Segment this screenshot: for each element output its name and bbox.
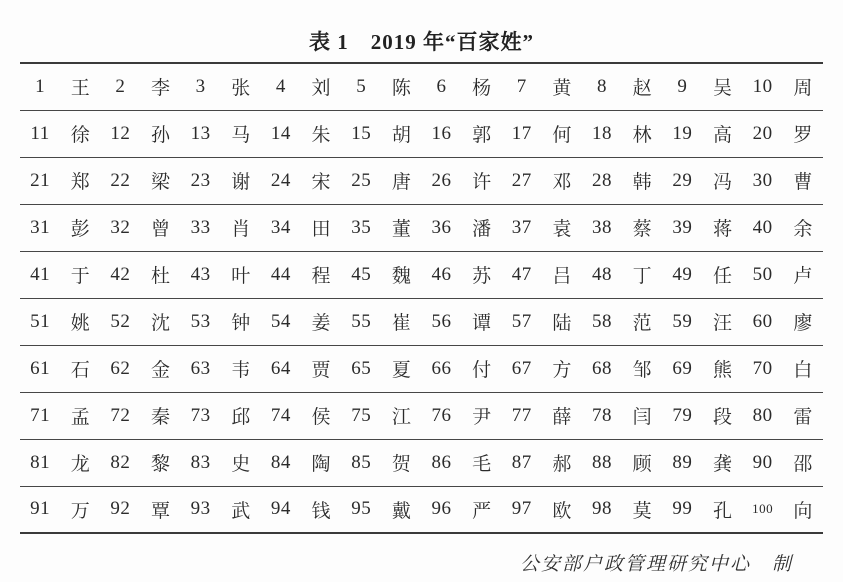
rank-cell: 92	[100, 486, 140, 533]
rank-cell: 45	[341, 251, 381, 298]
table-title: 表 1 2019 年“百家姓”	[309, 30, 534, 54]
rank-cell: 72	[100, 392, 140, 439]
surname-cell: 莫	[622, 486, 662, 533]
surnames-table-body	[20, 63, 823, 533]
rank-cell: 87	[502, 439, 542, 486]
surname-cell: 袁	[542, 204, 582, 251]
surname-cell: 于	[60, 251, 100, 298]
rank-cell: 78	[582, 392, 622, 439]
rank-cell: 35	[341, 204, 381, 251]
table-row	[20, 486, 823, 533]
rank-cell: 37	[502, 204, 542, 251]
rank-cell: 41	[20, 251, 60, 298]
rank-cell: 19	[662, 110, 702, 157]
surname-cell: 陶	[301, 439, 341, 486]
rank-cell: 17	[502, 110, 542, 157]
rank-cell: 26	[421, 157, 461, 204]
rank-cell: 74	[261, 392, 301, 439]
surname-cell: 王	[70, 78, 90, 100]
surname-cell: 侯	[301, 392, 341, 439]
surname-cell: 范	[622, 298, 662, 345]
surname-cell: 张	[231, 78, 251, 100]
rank-cell: 38	[582, 204, 622, 251]
surname-cell: 叶	[221, 251, 261, 298]
surname-cell: 胡	[381, 110, 421, 157]
rank-cell: 43	[181, 251, 221, 298]
rank-cell: 84	[261, 439, 301, 486]
rank-cell: 28	[582, 157, 622, 204]
surname-cell: 覃	[140, 486, 180, 533]
surname-cell: 吕	[542, 251, 582, 298]
rank-cell: 100	[743, 486, 783, 533]
rank-cell: 69	[662, 345, 702, 392]
surname-cell: 严	[462, 486, 502, 533]
surname-cell: 夏	[381, 345, 421, 392]
rank-cell: 66	[421, 345, 461, 392]
rank-cell: 67	[502, 345, 542, 392]
rank-cell: 13	[181, 110, 221, 157]
surname-cell: 邱	[221, 392, 261, 439]
surname-cell: 苏	[462, 251, 502, 298]
rank-cell: 53	[181, 298, 221, 345]
rank-cell: 91	[20, 486, 60, 533]
surname-cell: 郑	[60, 157, 100, 204]
rank-cell: 12	[100, 110, 140, 157]
surname-cell: 周	[793, 78, 813, 100]
surname-cell: 石	[60, 345, 100, 392]
rank-cell: 94	[261, 486, 301, 533]
rank-cell: 23	[181, 157, 221, 204]
table-row	[20, 298, 823, 345]
table-row	[20, 204, 823, 251]
rank-cell: 54	[261, 298, 301, 345]
surname-cell: 姜	[301, 298, 341, 345]
surname-cell: 高	[702, 110, 742, 157]
rank-cell: 1	[35, 75, 46, 97]
surname-cell: 付	[462, 345, 502, 392]
rank-cell: 20	[743, 110, 783, 157]
surname-cell: 秦	[140, 392, 180, 439]
surname-cell: 卢	[783, 251, 823, 298]
surname-cell: 任	[702, 251, 742, 298]
rank-cell: 59	[662, 298, 702, 345]
rank-cell: 10	[752, 75, 773, 97]
surname-cell: 钱	[301, 486, 341, 533]
surname-cell: 孟	[60, 392, 100, 439]
rank-cell: 52	[100, 298, 140, 345]
surname-cell: 闫	[622, 392, 662, 439]
rank-cell: 11	[20, 110, 60, 157]
rank-cell: 4	[275, 75, 286, 97]
rank-cell: 6	[436, 75, 447, 97]
table-row	[20, 345, 823, 392]
surname-cell: 罗	[783, 110, 823, 157]
surname-cell: 陆	[542, 298, 582, 345]
rank-cell: 80	[743, 392, 783, 439]
surname-cell: 廖	[783, 298, 823, 345]
surname-cell: 冯	[702, 157, 742, 204]
surname-cell: 曹	[783, 157, 823, 204]
rank-cell: 97	[502, 486, 542, 533]
rank-cell: 83	[181, 439, 221, 486]
surname-cell: 沈	[140, 298, 180, 345]
surname-cell: 肖	[221, 204, 261, 251]
rank-cell: 60	[743, 298, 783, 345]
surname-cell: 朱	[301, 110, 341, 157]
surname-cell: 余	[783, 204, 823, 251]
surname-cell: 熊	[702, 345, 742, 392]
rank-cell: 76	[421, 392, 461, 439]
surname-cell: 谭	[462, 298, 502, 345]
surname-cell: 贺	[381, 439, 421, 486]
surname-cell: 曾	[140, 204, 180, 251]
rank-cell: 65	[341, 345, 381, 392]
rank-cell: 47	[502, 251, 542, 298]
rank-cell: 68	[582, 345, 622, 392]
rank-cell: 99	[662, 486, 702, 533]
rank-cell: 56	[421, 298, 461, 345]
rank-cell: 31	[20, 204, 60, 251]
surname-cell: 顾	[622, 439, 662, 486]
surname-cell: 龚	[702, 439, 742, 486]
surname-cell: 徐	[60, 110, 100, 157]
surname-cell: 姚	[60, 298, 100, 345]
rank-cell: 9	[677, 75, 688, 97]
rank-cell: 8	[597, 75, 608, 97]
surname-cell: 蒋	[702, 204, 742, 251]
rank-cell: 42	[100, 251, 140, 298]
surname-cell: 江	[381, 392, 421, 439]
rank-cell: 48	[582, 251, 622, 298]
rank-cell: 25	[341, 157, 381, 204]
surname-cell: 黄	[552, 78, 572, 100]
surname-cell: 魏	[381, 251, 421, 298]
surname-cell: 钟	[221, 298, 261, 345]
rank-cell: 7	[516, 75, 527, 97]
surname-cell: 宋	[301, 157, 341, 204]
rank-cell: 55	[341, 298, 381, 345]
rank-cell: 89	[662, 439, 702, 486]
rank-cell: 39	[662, 204, 702, 251]
rank-cell: 29	[662, 157, 702, 204]
table-row	[20, 110, 823, 157]
table-row	[20, 63, 823, 110]
surname-cell: 孔	[702, 486, 742, 533]
rank-cell: 50	[743, 251, 783, 298]
table-row	[20, 157, 823, 204]
surname-cell: 尹	[462, 392, 502, 439]
surname-cell: 向	[783, 486, 823, 533]
rank-cell: 86	[421, 439, 461, 486]
surname-cell: 杨	[472, 78, 492, 100]
rank-cell: 90	[743, 439, 783, 486]
rank-cell: 81	[20, 439, 60, 486]
rank-cell: 79	[662, 392, 702, 439]
surname-cell: 吴	[712, 78, 732, 100]
rank-cell: 15	[341, 110, 381, 157]
rank-cell: 61	[20, 345, 60, 392]
surname-cell: 彭	[60, 204, 100, 251]
surname-cell: 邓	[542, 157, 582, 204]
rank-cell: 24	[261, 157, 301, 204]
rank-cell: 34	[261, 204, 301, 251]
rank-cell: 88	[582, 439, 622, 486]
rank-cell: 21	[20, 157, 60, 204]
surname-cell: 郝	[542, 439, 582, 486]
rank-cell: 44	[261, 251, 301, 298]
surname-cell: 孙	[140, 110, 180, 157]
rank-cell: 63	[181, 345, 221, 392]
surname-cell: 郭	[462, 110, 502, 157]
surname-cell: 邵	[783, 439, 823, 486]
rank-cell: 30	[743, 157, 783, 204]
rank-cell: 16	[421, 110, 461, 157]
surname-cell: 方	[542, 345, 582, 392]
surname-cell: 杜	[140, 251, 180, 298]
surname-cell: 武	[221, 486, 261, 533]
surname-cell: 白	[783, 345, 823, 392]
rank-cell: 95	[341, 486, 381, 533]
rank-cell: 58	[582, 298, 622, 345]
surname-cell: 崔	[381, 298, 421, 345]
rank-cell: 2	[115, 75, 126, 97]
surname-cell: 刘	[311, 78, 331, 100]
rank-cell: 98	[582, 486, 622, 533]
rank-cell: 75	[341, 392, 381, 439]
rank-cell: 40	[743, 204, 783, 251]
surname-cell: 李	[150, 78, 170, 100]
rank-cell: 32	[100, 204, 140, 251]
surname-cell: 马	[221, 110, 261, 157]
surname-cell: 邹	[622, 345, 662, 392]
surname-cell: 蔡	[622, 204, 662, 251]
rank-cell: 77	[502, 392, 542, 439]
rank-cell: 27	[502, 157, 542, 204]
surname-cell: 唐	[381, 157, 421, 204]
surname-cell: 贾	[301, 345, 341, 392]
surname-cell: 程	[301, 251, 341, 298]
rank-cell: 46	[421, 251, 461, 298]
rank-cell: 85	[341, 439, 381, 486]
rank-cell: 22	[100, 157, 140, 204]
surname-cell: 欧	[542, 486, 582, 533]
surnames-table-container	[20, 62, 823, 534]
surname-cell: 韦	[221, 345, 261, 392]
surname-cell: 田	[301, 204, 341, 251]
table-row	[20, 439, 823, 486]
rank-cell: 71	[20, 392, 60, 439]
surname-cell: 金	[140, 345, 180, 392]
surname-cell: 董	[381, 204, 421, 251]
surname-cell: 林	[622, 110, 662, 157]
credit-line: 公安部户政管理研究中心 制	[519, 554, 793, 575]
surname-cell: 毛	[462, 439, 502, 486]
surname-cell: 段	[702, 392, 742, 439]
surname-cell: 汪	[702, 298, 742, 345]
surname-cell: 薛	[542, 392, 582, 439]
surname-cell: 丁	[622, 251, 662, 298]
surname-cell: 赵	[632, 78, 652, 100]
rank-cell: 3	[195, 75, 206, 97]
rank-cell: 33	[181, 204, 221, 251]
rank-cell: 82	[100, 439, 140, 486]
surname-cell: 谢	[221, 157, 261, 204]
surname-cell: 万	[60, 486, 100, 533]
rank-cell: 96	[421, 486, 461, 533]
surname-cell: 龙	[60, 439, 100, 486]
rank-cell: 73	[181, 392, 221, 439]
surname-cell: 梁	[140, 157, 180, 204]
surname-cell: 戴	[381, 486, 421, 533]
table-row	[20, 251, 823, 298]
rank-cell: 36	[421, 204, 461, 251]
rank-cell: 57	[502, 298, 542, 345]
surname-cell: 陈	[391, 78, 411, 100]
surname-cell: 何	[542, 110, 582, 157]
rank-cell: 18	[582, 110, 622, 157]
rank-cell: 64	[261, 345, 301, 392]
surname-cell: 黎	[140, 439, 180, 486]
rank-cell: 49	[662, 251, 702, 298]
rank-cell: 51	[20, 298, 60, 345]
rank-cell: 5	[356, 75, 367, 97]
surname-cell: 史	[221, 439, 261, 486]
surnames-table	[20, 62, 823, 534]
surname-cell: 韩	[622, 157, 662, 204]
rank-cell: 62	[100, 345, 140, 392]
surname-cell: 雷	[783, 392, 823, 439]
rank-cell: 14	[261, 110, 301, 157]
rank-cell: 93	[181, 486, 221, 533]
rank-cell: 70	[743, 345, 783, 392]
table-row	[20, 392, 823, 439]
surname-cell: 许	[462, 157, 502, 204]
surname-cell: 潘	[462, 204, 502, 251]
